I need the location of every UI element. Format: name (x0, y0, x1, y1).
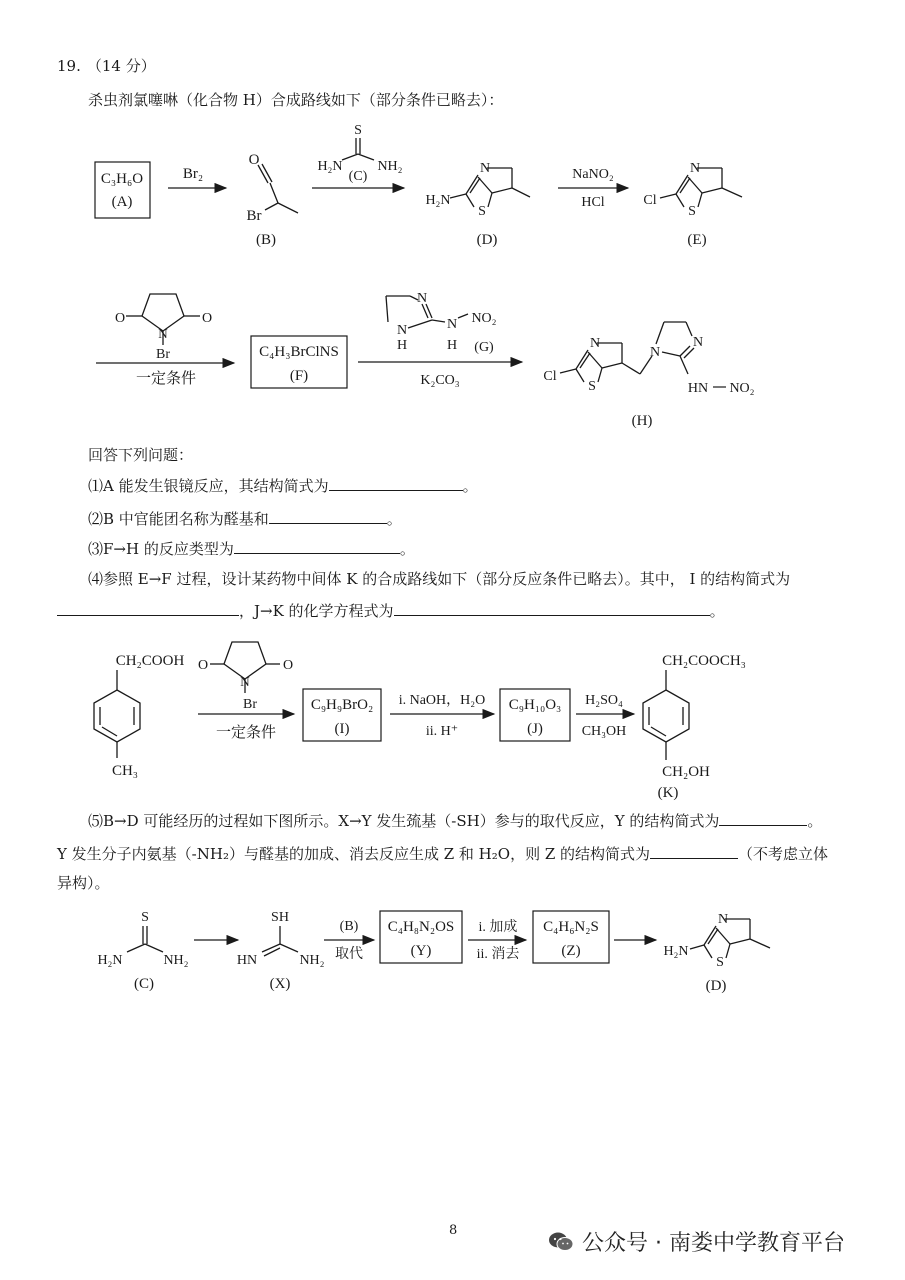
k-bottom-group: CH₂OH (662, 764, 710, 780)
compound-e-ring (660, 168, 742, 207)
question-1: ⑴A 能发生银镜反应，其结构简式为 。 (88, 477, 478, 495)
k-top-group: CH₂COOCH₃ (662, 653, 746, 669)
g-h-exo: H (446, 338, 458, 353)
answer-blank-2[interactable] (269, 509, 387, 524)
sm-bottom-group: CH₃ (111, 763, 139, 779)
k-benzene (643, 670, 689, 760)
nbs2-bromine: Br (243, 697, 257, 712)
question-number: 19. （14 分） (57, 57, 156, 75)
s4-c-label: (C) (134, 976, 154, 992)
s4-c-sulfur: S (141, 910, 149, 925)
cond-substitution: 取代 (335, 947, 363, 962)
reagent-h2so4: H₂SO₄ (585, 693, 623, 708)
b-label: (B) (256, 232, 276, 248)
answer-blank-5a[interactable] (719, 811, 807, 826)
svg-text:(I): (I) (334, 721, 350, 737)
compound-h-structure (560, 322, 694, 382)
compound-i (303, 689, 381, 741)
e-sulfur: S (688, 204, 696, 219)
e-label: (E) (687, 232, 707, 248)
intro-text: 杀虫剂氯噻啉（化合物 H）合成路线如下（部分条件已略去）： (88, 91, 504, 109)
cond-2: 一定条件 (215, 725, 277, 741)
question-5-line2: Y 发生分子内氨基（-NH₂）与醛基的加成、消去反应生成 Z 和 H₂O，则 Z 的结构简式为 （不考虑立体 (57, 845, 829, 863)
c-sulfur: S (354, 123, 362, 138)
cond-addition: i. 加成 (478, 920, 518, 935)
c-label: (C) (348, 169, 368, 184)
compound-z (533, 911, 609, 963)
s4-d-nitrogen: N (717, 912, 729, 927)
answer-blank-4a[interactable] (57, 601, 239, 616)
h-hn: HN (687, 381, 709, 396)
cond-elimination: ii. 消去 (476, 947, 520, 962)
sm-benzene (94, 670, 140, 758)
s4-d-label: (D) (705, 978, 727, 994)
nbs-o-left: O (114, 311, 126, 326)
h-ring-n2: N (692, 335, 704, 350)
question-4: ⑷参照 E→F 过程，设计某药物中间体 K 的合成路线如下（部分反应条件已略去）。其中， I 的结构简式为 (88, 570, 791, 588)
question-4-line2: ，J→K 的化学方程式为 。 (57, 601, 725, 620)
nbs-o-right: O (201, 311, 213, 326)
svg-text:C₉H₁₀O₃: C₉H₁₀O₃ (508, 697, 562, 713)
svg-text:(Z): (Z) (561, 943, 581, 959)
g-h-ring: H (396, 338, 408, 353)
reagent-h-plus: ii. H⁺ (425, 724, 459, 739)
svg-text:C₄H₃BrClNS: C₄H₃BrClNS (259, 344, 339, 360)
svg-text:C₉H₉BrO₂: C₉H₉BrO₂ (310, 697, 374, 713)
x-sh: SH (271, 910, 289, 925)
reagent-b: (B) (339, 919, 359, 934)
s4-d-h2n: H₂N (663, 944, 689, 959)
svg-text:(A): (A) (111, 194, 133, 210)
svg-text:C₄H₆N₂S: C₄H₆N₂S (543, 919, 599, 935)
s4-thiourea (127, 926, 163, 952)
h-chlorine: Cl (543, 369, 557, 384)
reagent-ch3oh: CH₃OH (581, 724, 627, 739)
x-structure (262, 926, 298, 956)
s4-c-nh2: NH₂ (163, 953, 189, 968)
svg-text:C₃H₆O: C₃H₆O (100, 171, 144, 187)
h-thiazole-n: N (589, 336, 601, 351)
cond-1: 一定条件 (135, 371, 197, 387)
b-oxygen: O (248, 152, 260, 168)
nbs2-o-left: O (197, 658, 209, 673)
question-5: ⑸B→D 可能经历的过程如下图所示。X→Y 发生巯基（-SH）参与的取代反应，Y 的结构简式为 。 (88, 812, 823, 830)
h-label: (H) (631, 413, 653, 429)
question-5-line3: 异构）。 (57, 874, 110, 892)
nbs2-o-right: O (282, 658, 294, 673)
g-n-exo: N (446, 317, 458, 332)
g-no2: NO₂ (471, 311, 497, 326)
question-3: ⑶F→H 的反应类型为 。 (88, 540, 415, 558)
h-sulfur: S (588, 379, 596, 394)
answer-blank-4b[interactable] (394, 601, 710, 616)
svg-text:(F): (F) (289, 368, 309, 384)
answer-blank-1[interactable] (329, 476, 463, 491)
s4-c-h2n: H₂N (97, 953, 123, 968)
thiourea-structure (342, 138, 374, 160)
reagent-k2co3: K₂CO₃ (420, 373, 460, 388)
compound-f (251, 336, 347, 388)
h-no2: NO₂ (729, 381, 755, 396)
x-nh2: NH₂ (299, 953, 325, 968)
watermark (548, 1226, 845, 1257)
e-nitrogen: N (689, 161, 701, 176)
compound-j (500, 689, 570, 741)
g-n-ring: N (416, 291, 428, 306)
reagent-hcl: HCl (581, 195, 605, 210)
compound-a (95, 162, 150, 218)
b-bromine: Br (246, 208, 262, 224)
g-label: (G) (474, 340, 494, 355)
c-nh2: NH₂ (377, 159, 403, 174)
g-nh-ring: N (396, 323, 408, 338)
compound-y (380, 911, 462, 963)
x-hn: HN (236, 953, 258, 968)
reagent-naoh: i. NaOH，H₂O (398, 693, 486, 708)
svg-text:(J): (J) (527, 721, 543, 737)
nbs2-nitrogen: N (240, 674, 250, 689)
question-2: ⑵B 中官能团名称为醛基和 。 (88, 510, 402, 528)
reagent-br2: Br₂ (182, 166, 204, 182)
nbs-nitrogen: N (158, 326, 168, 341)
s4-d-sulfur: S (716, 955, 724, 970)
k-label: (K) (657, 785, 679, 801)
s4-compound-d-ring (690, 919, 770, 958)
d-nitrogen: N (479, 161, 491, 176)
wechat-icon (548, 1231, 574, 1253)
answer-blank-5b[interactable] (650, 844, 738, 859)
compound-b-structure (258, 164, 298, 213)
answer-blank-3[interactable] (234, 539, 400, 554)
page-number: 8 (449, 1223, 458, 1238)
x-label: (X) (269, 976, 291, 992)
nbs-bromine: Br (156, 347, 170, 362)
watermark-text: 公众号 · 南娄中学教育平台 (582, 1231, 845, 1256)
c-h2n: H₂N (317, 159, 343, 174)
reagent-nano2: NaNO₂ (572, 167, 614, 182)
d-sulfur: S (478, 204, 486, 219)
sm-top-group: CH₂COOH (115, 653, 185, 669)
h-ring-n1: N (649, 345, 661, 360)
svg-text:C₄H₈N₂OS: C₄H₈N₂OS (387, 919, 455, 935)
questions-lead: 回答下列问题： (88, 446, 194, 464)
e-chlorine: Cl (643, 193, 657, 208)
d-h2n: H₂N (425, 193, 451, 208)
d-label: (D) (476, 232, 498, 248)
svg-text:(Y): (Y) (410, 943, 432, 959)
